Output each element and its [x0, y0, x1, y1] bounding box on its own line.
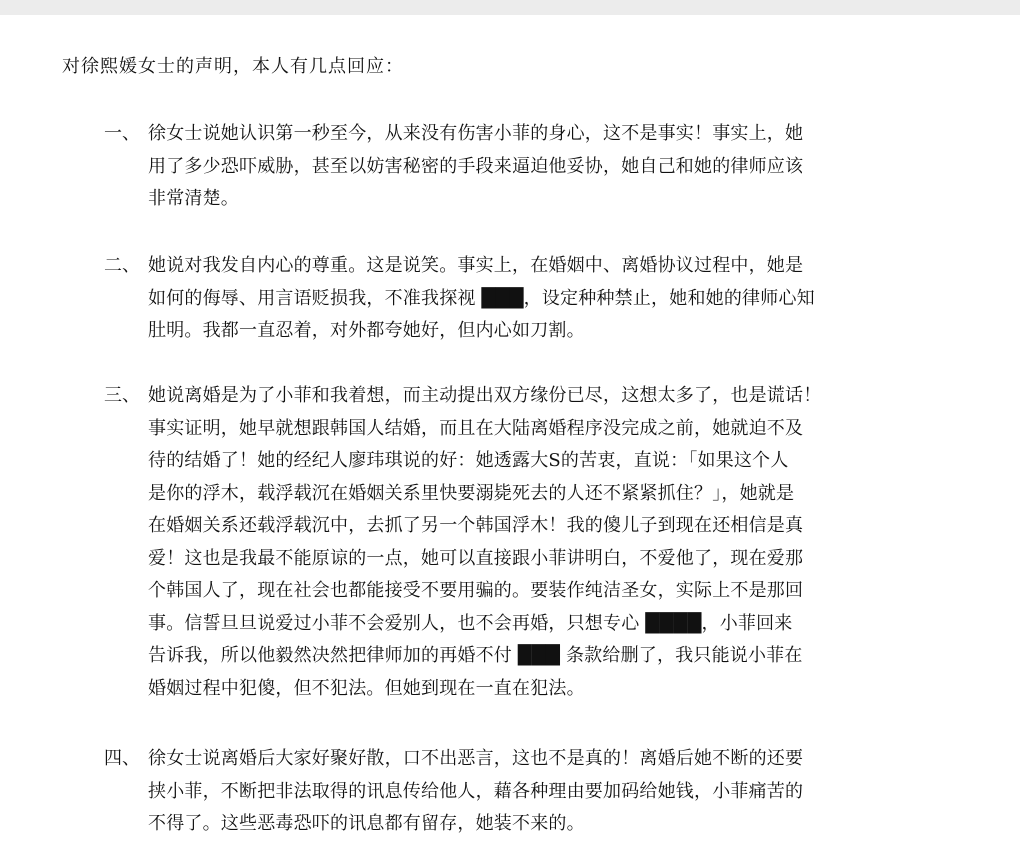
paragraph-line: 她说对我发自内心的尊重。这是说笑。事实上，在婚姻中、离婚协议过程中，她是: [148, 255, 804, 276]
paragraph-line: 待的结婚了！她的经纪人廖玮琪说的好：她透露大S的苦衷，直说：「如果这个人: [148, 450, 789, 471]
paragraph-line: 徐女士说她认识第一秒至今，从来没有伤害小菲的身心，这不是事实！事实上，她: [148, 123, 804, 144]
paragraph-line: 在婚姻关系还载浮载沉中，去抓了另一个韩国浮木！我的傻儿子到现在还相信是真: [148, 515, 804, 536]
paragraph-line: 事。信誓旦旦说爱过小菲不会爱别人，也不会再婚，只想专心 ████，小菲回来: [148, 612, 793, 634]
section-marker: 三、: [104, 385, 140, 406]
document-page: [0, 15, 1020, 856]
paragraph-line: 用了多少恐吓威胁，甚至以妨害秘密的手段来逼迫他妥协，她自己和她的律师应该: [148, 155, 804, 177]
paragraph-line: 爱！这也是我最不能原谅的一点，她可以直接跟小菲讲明白，不爱他了，现在爱那: [148, 547, 804, 569]
section-marker: 一、: [104, 123, 140, 144]
top-margin-strip: [0, 0, 1020, 15]
paragraph-line: 是你的浮木，载浮载沉在婚姻关系里快要溺毙死去的人还不紧紧抓住？」，她就是: [148, 482, 795, 504]
section-marker: 二、: [104, 255, 140, 276]
section-marker: 四、: [104, 748, 140, 769]
document-intro: 对徐熙媛女士的声明，本人有几点回应：: [62, 56, 404, 77]
paragraph-line: 婚姻过程中犯傻，但不犯法。但她到现在一直在犯法。: [148, 677, 585, 699]
paragraph-line: 挟小菲，不断把非法取得的讯息传给他人，藉各种理由要加码给她钱，小菲痛苦的: [148, 780, 804, 802]
paragraph-line: 告诉我，所以他毅然决然把律师加的再婚不付 ███ 条款给删了，我只能说小菲在: [148, 645, 803, 666]
paragraph-line: 肚明。我都一直忍着，对外都夸她好，但内心如刀割。: [148, 320, 585, 341]
paragraph-line: 不得了。这些恶毒恐吓的讯息都有留存，她装不来的。: [148, 813, 585, 834]
paragraph-line: 她说离婚是为了小菲和我着想，而主动提出双方缘份已尽，这想太多了，也是谎话！: [148, 385, 822, 406]
paragraph-line: 如何的侮辱、用言语贬损我，不准我探视 ███，设定种种禁止，她和她的律师心知: [148, 287, 815, 309]
paragraph-line: 事实证明，她早就想跟韩国人结婚，而且在大陆离婚程序没完成之前，她就迫不及: [148, 417, 804, 439]
paragraph-line: 个韩国人了，现在社会也都能接受不要用骗的。要装作纯洁圣女，实际上不是那回: [148, 580, 804, 601]
paragraph-line: 徐女士说离婚后大家好聚好散，口不出恶言，这也不是真的！离婚后她不断的还要: [148, 748, 804, 769]
paragraph-line: 非常清楚。: [148, 188, 239, 209]
